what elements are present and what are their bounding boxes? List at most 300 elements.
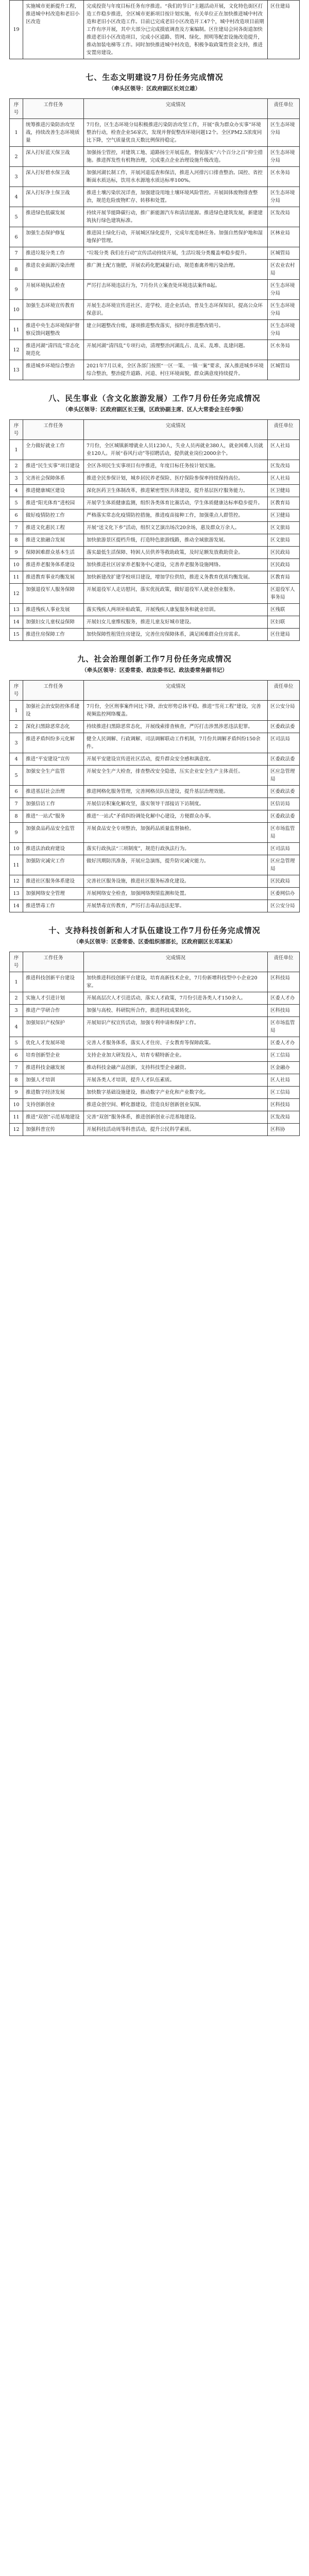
row-number: 3: [10, 733, 23, 753]
row-task: 推进法治政府建设: [23, 843, 84, 855]
row-unit: 区委政法委: [268, 721, 300, 733]
row-number: 13: [10, 360, 23, 380]
row-number: 12: [10, 875, 23, 888]
row-progress: 推广测土配方施肥，开展农药化肥减量行动，规范畜禽养殖污染治理。: [84, 260, 268, 280]
section-9-title: 九、社会治理创新工作7月份任务完成情况: [77, 654, 232, 664]
table-row: [10, 534, 300, 547]
row-unit: 区发改局: [268, 1111, 300, 1124]
table-row: [10, 1062, 300, 1074]
row-progress: 开展食品安全专项整治，加强药品质量监督抽检。: [84, 823, 268, 843]
row-number: 6: [10, 786, 23, 798]
header-num: 序号: [10, 952, 23, 972]
row-unit: 区民政局: [268, 559, 300, 571]
row-progress: 完成投资与年度目标任务有序推进。“我们的节日”主题活动开展，文化特色街区打造工作稳步推进，全区城市更新项目按计划实施，有关单位正在加快推进城中村改造和老旧小区改造工作。目前已完成老旧小区改造开工47个，城中村改造项目前期工作有序开展，其中大部分已完成摸底调查及方案编制。区住建局会同各街道加快推进老旧小区改造项目，完成小区道路、管网、绿化、照明等配套设施改造提升，推动加装电梯等工作。同时加快推进城中村改造，积极争取政策性资金支持，推进安置房建设。: [84, 1, 268, 59]
table-row: [10, 300, 300, 320]
row-unit: 区委网信办: [268, 888, 300, 900]
row-task: 加强社会治安防控体系建设: [23, 701, 84, 721]
row-task: 推进“阳光体育”进校园: [23, 497, 84, 510]
table-row: [10, 187, 300, 207]
row-unit: 区人社局: [268, 440, 300, 460]
row-unit: 区民政局: [268, 875, 300, 888]
header-progress: 完成情况: [84, 681, 268, 701]
row-unit: 区城管局: [268, 247, 300, 260]
row-unit: 区应急管理局: [268, 766, 300, 786]
row-number: 1: [10, 972, 23, 992]
section-10-table: [9, 952, 300, 1136]
row-progress: 全区各项民生实事项目有序推进，年度目标任务按计划实施。: [84, 460, 268, 472]
row-progress: 推进“一站式”矛盾纠纷调处化解中心建设，方便群众办事。: [84, 810, 268, 823]
table-row: [10, 823, 300, 843]
row-unit: 区科技局: [268, 1005, 300, 1017]
row-progress: 开展河湖“清四乱”专项行动，清理整治河湖乱占、乱采、乱堆、乱建问题。: [84, 340, 268, 360]
header-num: 序号: [10, 420, 23, 440]
row-number: 6: [10, 510, 23, 522]
row-number: 14: [10, 616, 23, 629]
table-row: [10, 522, 300, 534]
table-row: [10, 753, 300, 766]
row-task: 推进养老服务体系建设: [23, 559, 84, 571]
row-number: 14: [10, 900, 23, 912]
continuation-table: [9, 0, 300, 59]
row-unit: 区公安分局: [268, 900, 300, 912]
row-number: 6: [10, 1049, 23, 1062]
section-8-heading: [9, 380, 300, 419]
row-task: 推进矛盾纠纷多元化解: [23, 733, 84, 753]
row-progress: 完善社区服务设施，推进社区服务标准化建设。: [84, 875, 268, 888]
row-number: 1: [10, 119, 23, 147]
row-task: 加强退役军人服务保障: [23, 584, 84, 604]
table-row: [10, 1111, 300, 1124]
row-unit: 区科技局: [268, 1099, 300, 1111]
row-task: 推进中央生态环境保护督察反馈问题整改: [23, 320, 84, 340]
row-unit: 区人社局: [268, 1074, 300, 1087]
row-progress: 严格落实常态化疫情防控措施，推进疫苗接种工作，加强重点人群管控。: [84, 510, 268, 522]
row-task: 推进残疾人事业发展: [23, 604, 84, 616]
row-progress: 开展高层次人才引进活动，落实人才政策，7月份引进各类人才150余人。: [84, 992, 268, 1005]
row-number: 9: [10, 547, 23, 559]
table-row: [10, 247, 300, 260]
row-task: 培育创新型企业: [23, 1049, 84, 1062]
row-number: 10: [10, 559, 23, 571]
row-progress: 做好汛期防汛准备，开展应急演练，提升防灾减灾能力。: [84, 855, 268, 875]
row-progress: 2021年7月以来，全区各部门按照“一区一策、一镇一案”要求，深入推进城乡环境综合整治，整治提升道路、河道、村庄环境面貌，群众满意度持续提升。: [84, 360, 268, 380]
row-number: 2: [10, 147, 23, 167]
row-task: 深入打好碧水保卫战: [23, 167, 84, 187]
table-row: [10, 510, 300, 522]
row-number: 12: [10, 340, 23, 360]
row-progress: 加强与高校、科研院所合作，推进科技成果转化。: [84, 1005, 268, 1017]
table-row: [10, 119, 300, 147]
row-task: 推进城乡环境综合整治: [23, 360, 84, 380]
row-number: 13: [10, 888, 23, 900]
section-7-table: [9, 98, 300, 380]
table-row: [10, 1049, 300, 1062]
row-progress: “垃圾分类 我们在行动”宣传活动持续开展，生活垃圾分类覆盖率稳步提升。: [84, 247, 268, 260]
header-progress: 完成情况: [84, 99, 268, 119]
row-unit: 区退役军人事务局: [268, 584, 300, 604]
row-number: 7: [10, 798, 23, 810]
row-unit: 区农业农村局: [268, 260, 300, 280]
row-task: 加强网络安全管理: [23, 888, 84, 900]
table-row: [10, 280, 300, 300]
header-task: 工作任务: [23, 681, 84, 701]
table-row: [10, 629, 300, 641]
row-number: 19: [10, 1, 23, 59]
row-number: 11: [10, 1111, 23, 1124]
table-row: [10, 571, 300, 584]
row-number: 8: [10, 260, 23, 280]
row-progress: 开展信访积案化解攻坚，落实领导干部接访下访制度。: [84, 798, 268, 810]
row-task: 加强生态保护修复: [23, 227, 84, 247]
row-progress: 严厉打击环境违法行为，7月份共立案查处环境违法案件8起。: [84, 280, 268, 300]
row-progress: 支持企业加大研发投入，培育专精特新企业。: [84, 1049, 268, 1062]
row-number: 12: [10, 584, 23, 604]
row-number: 4: [10, 187, 23, 207]
row-number: 7: [10, 1062, 23, 1074]
section-9-table-body: [10, 701, 300, 912]
table-row: [10, 1087, 300, 1099]
section-10-heading: [9, 912, 300, 952]
row-progress: 开展退役军人走访慰问，落实优抚政策，做好退役军人就业创业服务。: [84, 584, 268, 604]
table-row: [10, 616, 300, 629]
section-7-subtitle: （牵头区领导：区政府副区长刘立雄）: [108, 86, 201, 92]
row-progress: 7月份，全区刑事案件同比下降，治安形势总体平稳。推进“雪亮工程”建设，完善视频监控网络覆盖。: [84, 701, 268, 721]
row-unit: 区生态环境分局: [268, 119, 300, 147]
document-page: [0, 0, 309, 1136]
section-10-header-row: [10, 952, 300, 972]
row-task: 推进文化惠民工程: [23, 522, 84, 534]
table-row: [10, 810, 300, 823]
row-unit: 区委人才办: [268, 1037, 300, 1049]
row-progress: 7月份，区生态环境分局积极推进污染防治攻坚工作，开展“我为群众办实事”环境整治行动，检查企业56家次，发现并督促整改环境问题12个。全区PM2.5浓度同比下降，空气质量优良天数比例保持稳定。: [84, 119, 268, 147]
row-unit: 区林业局: [268, 227, 300, 247]
row-task: 深入打好蓝天保卫战: [23, 147, 84, 167]
row-progress: 推进国土绿化行动，开展城区绿化提升，完成年度造林任务。加强自然保护地和湿地保护管理。: [84, 227, 268, 247]
row-number: 10: [10, 1099, 23, 1111]
table-row: [10, 875, 300, 888]
row-task: 加强科普宣传: [23, 1124, 84, 1136]
row-task: 推进禁毒工作: [23, 900, 84, 912]
table-row: [10, 260, 300, 280]
header-progress: 完成情况: [84, 420, 268, 440]
section-9-subtitle: （牵头区领导：区委常委、政法委书记、政法委常务副书记）: [81, 667, 228, 673]
row-progress: 加快旅游景区提档升级，打造特色旅游线路，推动全域旅游发展。: [84, 534, 268, 547]
row-progress: 加快数字基础设施建设，推动数字产业化和产业数字化。: [84, 1087, 268, 1099]
row-task: 推进教育事业均衡发展: [23, 571, 84, 584]
row-task: 推进河湖“清四乱”常态化规范化: [23, 340, 84, 360]
table-row: [10, 972, 300, 992]
row-task: 推进健康城区建设: [23, 485, 84, 497]
section-8-subtitle: （牵头区领导：区政府副区长王强，区政协副主席、区人大常委会主任李强）: [62, 406, 247, 413]
table-row: [10, 559, 300, 571]
row-unit: 区工信局: [268, 1087, 300, 1099]
row-number: 3: [10, 472, 23, 485]
row-progress: 推动科技金融产品创新，支持科技型企业融资。: [84, 1062, 268, 1074]
row-number: 1: [10, 440, 23, 460]
row-unit: 区生态环境分局: [268, 300, 300, 320]
table-row: [10, 1099, 300, 1111]
table-row: [10, 227, 300, 247]
row-progress: 开展平安建设宣传进社区活动，提升群众安全感和满意度。: [84, 753, 268, 766]
row-task: 实施人才引进计划: [23, 992, 84, 1005]
row-number: 5: [10, 766, 23, 786]
row-unit: 区金融办: [268, 1062, 300, 1074]
table-row: [10, 440, 300, 460]
row-unit: 区发改局: [268, 207, 300, 227]
row-progress: 健全人民调解、行政调解、司法调解联动工作机制，7月份共调解矛盾纠纷150余件。: [84, 733, 268, 753]
row-task: 支持创新创业: [23, 1099, 84, 1111]
row-unit: 区委政法委: [268, 810, 300, 823]
row-progress: 推进土壤污染状况详查，加强建设用地土壤环境风险管控。开展固体废物排查整治，规范危险废物贮存、转移和处置。: [84, 187, 268, 207]
row-task: 推进科技金融发展: [23, 1062, 84, 1074]
row-unit: 区委政法委: [268, 753, 300, 766]
row-task: 实施城市更新提升工程，推进城中村改造和老旧小区改造: [23, 1, 84, 59]
row-unit: 区司法局: [268, 843, 300, 855]
continuation-table-wrap: [9, 0, 300, 59]
row-progress: 持续推进扫黑除恶常态化，开展线索排查核查，严厉打击涉黑涉恶违法犯罪。: [84, 721, 268, 733]
row-number: 11: [10, 855, 23, 875]
row-progress: 推进全民参保计划，城乡居民养老保险、医疗保险参保率持续保持高位。: [84, 472, 268, 485]
row-progress: 落实残疾人两项补贴政策，开展残疾人康复服务和就业培训。: [84, 604, 268, 616]
row-number: 11: [10, 320, 23, 340]
row-task: 加强信访工作: [23, 798, 84, 810]
table-row: [10, 888, 300, 900]
row-unit: 区人社局: [268, 472, 300, 485]
row-progress: 开展妇女儿童维权服务，推进儿童友好城市建设。: [84, 616, 268, 629]
table-row: [10, 900, 300, 912]
row-number: 2: [10, 721, 23, 733]
header-task: 工作任务: [23, 420, 84, 440]
row-unit: 区卫健局: [268, 485, 300, 497]
row-unit: 区卫健局: [268, 510, 300, 522]
row-progress: 开展“送文化下乡”活动，组织文艺演出场次20余场，惠及群众万余人。: [84, 522, 268, 534]
row-unit: 区生态环境分局: [268, 280, 300, 300]
row-progress: 7月份，全区城镇新增就业人员1230人，失业人员再就业380人，就业困难人员就业120人。开展“春风行动”等招聘活动，提供就业岗位2000余个。: [84, 440, 268, 460]
section-7-table-body: [10, 119, 300, 380]
table-row: [10, 855, 300, 875]
row-unit: 区文旅局: [268, 522, 300, 534]
row-number: 6: [10, 227, 23, 247]
row-number: 5: [10, 497, 23, 510]
row-unit: 区应急管理局: [268, 855, 300, 875]
row-number: 9: [10, 280, 23, 300]
row-task: 保障困难群众基本生活: [23, 547, 84, 559]
section-8-table-body: [10, 440, 300, 641]
row-progress: 完善“双创”服务体系，推进创新创业示范基地建设。: [84, 1111, 268, 1124]
row-unit: 区发改局: [268, 460, 300, 472]
row-number: 5: [10, 207, 23, 227]
row-unit: 区残联: [268, 604, 300, 616]
row-task: 推进“一站式”服务: [23, 810, 84, 823]
row-task: 统筹推进污染防治攻坚战，持续改善生态环境质量: [23, 119, 84, 147]
row-task: 完善社会保障体系: [23, 472, 84, 485]
table-row: [10, 207, 300, 227]
row-task: 推进绿色低碳发展: [23, 207, 84, 227]
row-unit: 区住建局: [268, 1, 300, 59]
row-task: 加强人才培训: [23, 1074, 84, 1087]
row-number: 10: [10, 300, 23, 320]
table-row: [10, 733, 300, 753]
row-task: 加强食品药品安全监管: [23, 823, 84, 843]
header-unit: 责任单位: [268, 420, 300, 440]
row-unit: 区信访局: [268, 798, 300, 810]
row-unit: 区教育局: [268, 497, 300, 510]
row-progress: 开展禁毒宣传教育，严厉打击毒品违法犯罪。: [84, 900, 268, 912]
row-unit: 区委人才办: [268, 992, 300, 1005]
table-row: [10, 701, 300, 721]
continuation-table-body: [10, 1, 300, 59]
row-number: 1: [10, 701, 23, 721]
row-unit: 区水务局: [268, 340, 300, 360]
table-row: [10, 584, 300, 604]
row-progress: 加快新建改扩建学校项目建设，增加学位供给，推进义务教育优质均衡发展。: [84, 571, 268, 584]
table-row: [10, 360, 300, 380]
row-progress: 开展各类人才培训，提升人才队伍素质。: [84, 1074, 268, 1087]
row-unit: 区教育局: [268, 571, 300, 584]
section-10-subtitle: （牵头区领导：区委常委、区委组织部部长，区政府副区长邓某某）: [73, 939, 236, 945]
table-row: [10, 167, 300, 187]
row-number: 8: [10, 810, 23, 823]
row-number: 4: [10, 1017, 23, 1037]
row-task: 推进“民生实事”项目建设: [23, 460, 84, 472]
section-9-heading: [9, 641, 300, 680]
row-progress: 推进众创空间、孵化器建设，营造良好创新创业氛围。: [84, 1099, 268, 1111]
row-unit: 区委政法委: [268, 786, 300, 798]
row-task: 深化扫黑除恶常态化: [23, 721, 84, 733]
row-number: 2: [10, 460, 23, 472]
row-number: 9: [10, 1087, 23, 1099]
header-num: 序号: [10, 99, 23, 119]
row-unit: 区市场监管局: [268, 823, 300, 843]
row-unit: 区住建局: [268, 629, 300, 641]
table-row: [10, 1005, 300, 1017]
table-row: [10, 798, 300, 810]
row-unit: 区水务局: [268, 167, 300, 187]
row-number: 5: [10, 1037, 23, 1049]
row-number: 2: [10, 992, 23, 1005]
row-task: 推进数字经济发展: [23, 1087, 84, 1099]
table-row: [10, 1, 300, 59]
section-8-header-row: [10, 420, 300, 440]
row-progress: 完善人才服务体系，落实人才住房、子女教育等保障政策。: [84, 1037, 268, 1049]
table-row: [10, 786, 300, 798]
section-10-table-body: [10, 972, 300, 1136]
header-num: 序号: [10, 681, 23, 701]
section-8-table: [9, 419, 300, 641]
row-task: 开展环境执法检查: [23, 280, 84, 300]
header-task: 工作任务: [23, 99, 84, 119]
header-unit: 责任单位: [268, 952, 300, 972]
row-progress: 加强河湖长制工作，开展河道巡查和保洁，推进入河排污口排查整治。国控、省控断面水质达标，饮用水水源地水质达标率100%。: [84, 167, 268, 187]
table-row: [10, 604, 300, 616]
row-unit: 区生态环境分局: [268, 147, 300, 167]
section-9-header-row: [10, 681, 300, 701]
section-7-title: 七、生态文明建设7月份任务完成情况: [85, 73, 224, 82]
row-progress: 持续开展节能降碳行动，推广新能源汽车和清洁能源。推进绿色建筑发展，新建建筑执行绿色建筑标准。: [84, 207, 268, 227]
table-row: [10, 843, 300, 855]
row-number: 15: [10, 629, 23, 641]
row-unit: 区公安分局: [268, 701, 300, 721]
header-unit: 责任单位: [268, 99, 300, 119]
row-unit: 区科协: [268, 1124, 300, 1136]
row-number: 8: [10, 534, 23, 547]
row-task: 推进文旅融合发展: [23, 534, 84, 547]
row-number: 8: [10, 1074, 23, 1087]
row-unit: 区科技局: [268, 972, 300, 992]
row-progress: 开展科技活动周等科普活动，提升公民科学素质。: [84, 1124, 268, 1136]
table-row: [10, 766, 300, 786]
row-task: 全力做好就业工作: [23, 440, 84, 460]
row-progress: 开展网络安全检查，加强网络舆情监测和处置。: [84, 888, 268, 900]
row-unit: 区工信局: [268, 1049, 300, 1062]
row-unit: 区民政局: [268, 547, 300, 559]
row-progress: 落实行政执法“三项制度”，规范行政执法行为。: [84, 843, 268, 855]
row-progress: 开展知识产权宣传活动，加强专利申请和保护工作。: [84, 1017, 268, 1037]
row-task: 加强妇女儿童权益保障: [23, 616, 84, 629]
section-9-table: [9, 680, 300, 912]
row-number: 9: [10, 823, 23, 843]
row-progress: 建立问题整改台账，逐项推进整改落实，按时序推进整改销号。: [84, 320, 268, 340]
table-row: [10, 1017, 300, 1037]
table-row: [10, 1124, 300, 1136]
row-task: 推进产学研合作: [23, 1005, 84, 1017]
row-task: 推进社区服务体系建设: [23, 875, 84, 888]
row-task: 加强防灾减灾工作: [23, 855, 84, 875]
row-number: 4: [10, 485, 23, 497]
row-unit: 区妇联: [268, 616, 300, 629]
row-unit: 区城管局: [268, 360, 300, 380]
table-row: [10, 472, 300, 485]
table-row: [10, 721, 300, 733]
table-row: [10, 485, 300, 497]
row-task: 推进“双创”示范基地建设: [23, 1111, 84, 1124]
row-progress: 加快保障性租赁住房建设，完善住房保障体系，满足困难群众住房需求。: [84, 629, 268, 641]
row-task: 推进基层社会治理: [23, 786, 84, 798]
row-task: 加强安全生产监管: [23, 766, 84, 786]
table-row: [10, 1074, 300, 1087]
header-progress: 完成情况: [84, 952, 268, 972]
row-unit: 区生态环境分局: [268, 187, 300, 207]
row-progress: 推进网格化服务管理，完善网格员队伍建设，提升基层治理效能。: [84, 786, 268, 798]
table-row: [10, 547, 300, 559]
table-row: [10, 992, 300, 1005]
row-number: 11: [10, 571, 23, 584]
row-task: 推进“平安建设”宣传: [23, 753, 84, 766]
row-task: 推进科技创新平台建设: [23, 972, 84, 992]
row-unit: 区司法局: [268, 733, 300, 753]
row-unit: 区市场监管局: [268, 1017, 300, 1037]
header-unit: 责任单位: [268, 681, 300, 701]
row-progress: 加快推进科技创新平台建设，培育高新技术企业，7月份新增科技型中小企业20家。: [84, 972, 268, 992]
row-progress: 开展学生体质健康监测，组织各类体育比赛活动，学生体质健康达标率稳步提升。: [84, 497, 268, 510]
row-number: 12: [10, 1124, 23, 1136]
section-7-heading: [9, 59, 300, 98]
row-task: 加强知识产权保护: [23, 1017, 84, 1037]
section-10-title: 十、支持科技创新和人才队伍建设工作7月份任务完成情况: [48, 926, 261, 935]
row-number: 10: [10, 843, 23, 855]
row-progress: 加快推进社区居家养老服务中心建设，完善养老服务设施网络。: [84, 559, 268, 571]
row-task: 推进住房保障工作: [23, 629, 84, 641]
table-row: [10, 497, 300, 510]
table-row: [10, 320, 300, 340]
row-number: 7: [10, 522, 23, 534]
table-row: [10, 340, 300, 360]
row-number: 3: [10, 167, 23, 187]
row-unit: 区生态环境分局: [268, 320, 300, 340]
row-number: 4: [10, 753, 23, 766]
table-row: [10, 1037, 300, 1049]
row-progress: 落实最低生活保障、特困人员供养等救助政策，及时足额发放救助资金。: [84, 547, 268, 559]
